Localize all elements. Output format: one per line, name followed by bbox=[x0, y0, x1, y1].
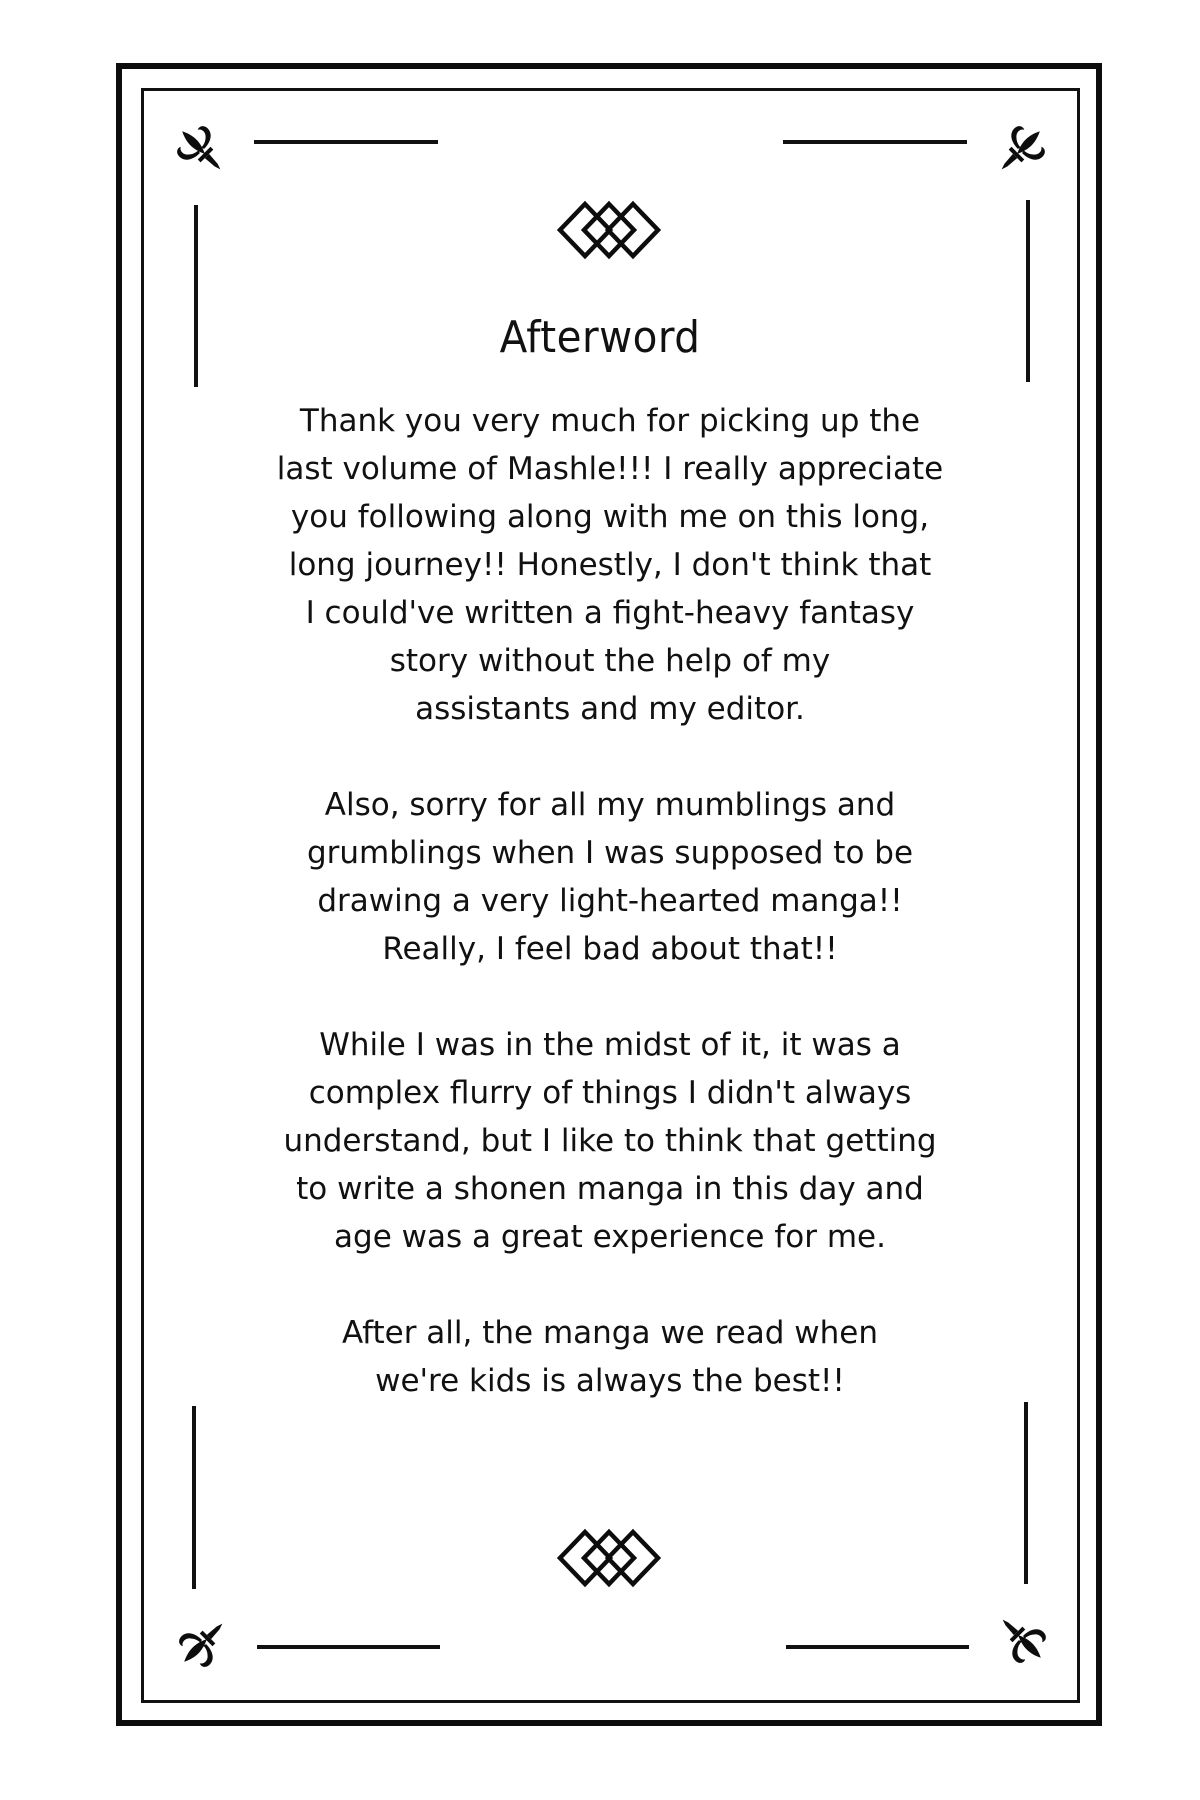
text-line: understand, but I like to think that getting bbox=[283, 1123, 937, 1159]
bottom-left-vertical-rule bbox=[192, 1406, 196, 1589]
paragraph-2 bbox=[240, 781, 980, 973]
text-line: After all, the manga we read when bbox=[342, 1315, 878, 1351]
afterword-body bbox=[240, 397, 980, 1453]
text-line: we're kids is always the best!! bbox=[375, 1363, 845, 1399]
interlocking-diamonds-icon-bottom bbox=[553, 1528, 665, 1588]
page-title: Afterword bbox=[499, 312, 701, 363]
interlocking-diamonds-icon-top bbox=[553, 200, 665, 260]
bottom-left-rule bbox=[257, 1645, 440, 1649]
paragraph-3 bbox=[240, 1021, 980, 1261]
fleur-de-lis-icon-top-right bbox=[990, 121, 1050, 181]
text-line: you following along with me on this long, bbox=[290, 499, 930, 535]
text-line: age was a great experience for me. bbox=[334, 1219, 886, 1255]
text-line: long journey!! Honestly, I don't think that bbox=[288, 547, 932, 583]
fleur-de-lis-icon-bottom-right bbox=[991, 1608, 1051, 1668]
bottom-right-rule bbox=[786, 1645, 969, 1649]
text-line: story without the help of my bbox=[389, 643, 831, 679]
fleur-de-lis-icon-bottom-left bbox=[174, 1612, 234, 1672]
text-line: assistants and my editor. bbox=[415, 691, 805, 727]
text-line: Really, I feel bad about that!! bbox=[382, 931, 838, 967]
text-line: Also, sorry for all my mumblings and bbox=[324, 787, 896, 823]
text-line: last volume of Mashle!!! I really appreciate bbox=[276, 451, 944, 487]
text-line: complex flurry of things I didn't always bbox=[308, 1075, 912, 1111]
text-line: Thank you very much for picking up the bbox=[299, 403, 921, 439]
paragraph-1 bbox=[240, 397, 980, 733]
text-line: to write a shonen manga in this day and bbox=[296, 1171, 924, 1207]
text-line: drawing a very light-hearted manga!! bbox=[317, 883, 903, 919]
text-line: I could've written a fight-heavy fantasy bbox=[305, 595, 915, 631]
top-right-rule bbox=[783, 140, 967, 144]
fleur-de-lis-icon-top-left bbox=[172, 121, 232, 181]
text-line: While I was in the midst of it, it was a bbox=[319, 1027, 901, 1063]
paragraph-4 bbox=[240, 1309, 980, 1405]
bottom-right-vertical-rule bbox=[1024, 1402, 1028, 1584]
top-left-rule bbox=[254, 140, 438, 144]
text-line: grumblings when I was supposed to be bbox=[306, 835, 914, 871]
